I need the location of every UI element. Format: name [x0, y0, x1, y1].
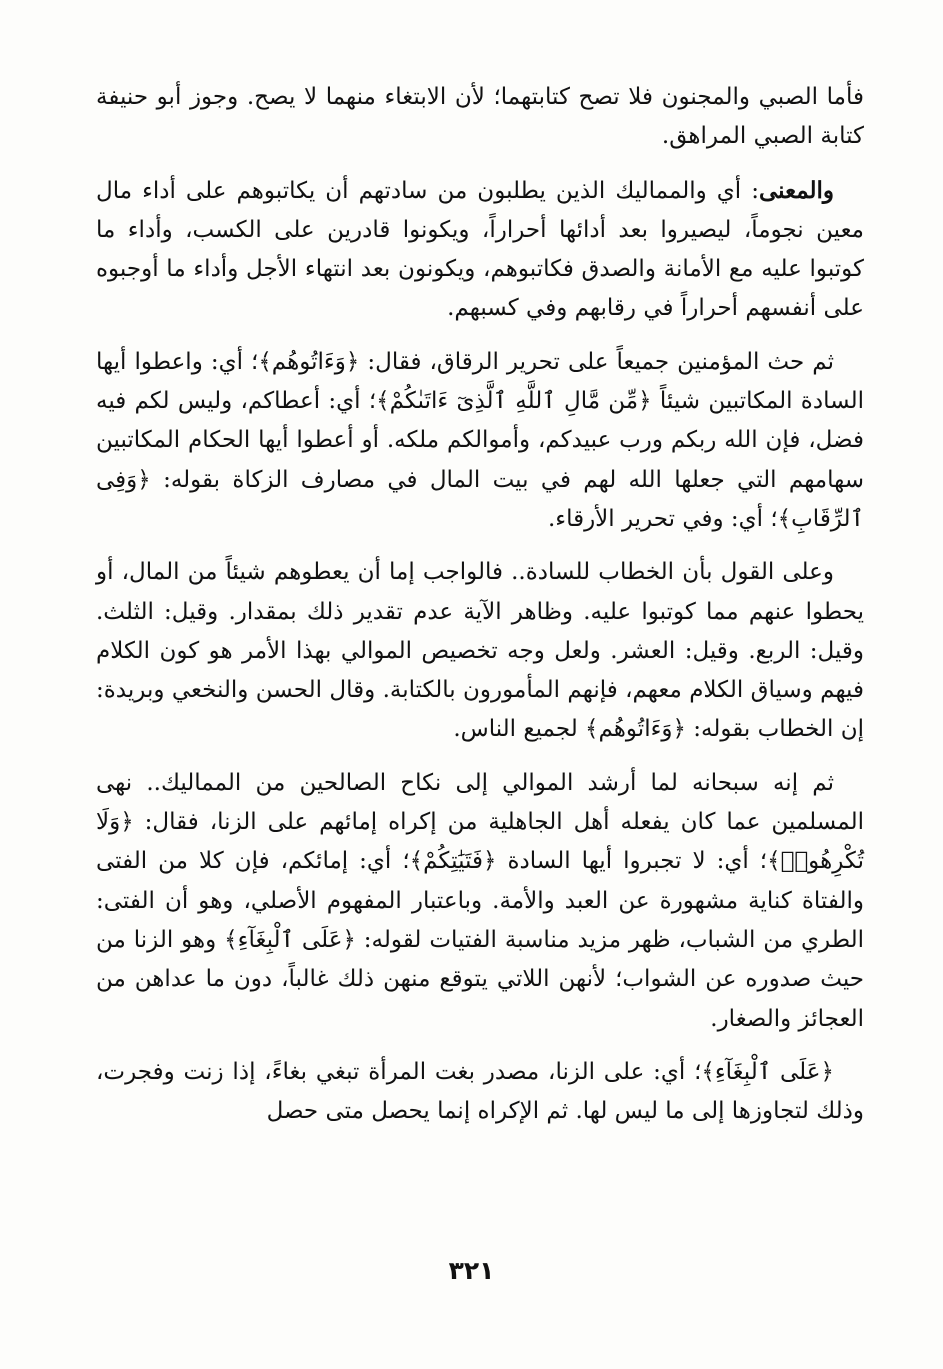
paragraph-5-text: ثم إنه سبحانه لما أرشد الموالي إلى نكاح الصالحين من المماليك.. نهى المسلمين عما كان يفعله أهل الجاهلية من إكراه إمائهم على الزنا، فقال: ﴿وَلَا تُكْرِهُوا۟﴾؛ أي: لا تجبروا أيها السادة ﴿فَتَيَٰتِكُمْ﴾؛ أي: إمائكم، فإن كلا من الفتى والفتاة كناية مشهورة عن العبد والأمة. وباعتبار المفهوم الأصلي، وهو أن الفتى: الطري من الشباب، ظهر مزيد مناسبة الفتيات لقوله: ﴿عَلَى ٱلْبِغَآءِ﴾ وهو الزنا من حيث صدوره عن الشواب؛ لأنهن اللاتي يتوقع منهن ذلك غالباً، دون ما عداهن من العجائز والصغار.: [96, 769, 864, 1032]
paragraph-1-text: فأما الصبي والمجنون فلا تصح كتابتهما؛ لأن الابتغاء منهما لا يصح. وجوز أبو حنيفة كتابة الصبي المراهق.: [96, 84, 864, 150]
paragraph-4: [96, 553, 864, 749]
paragraph-3: [96, 343, 864, 539]
paragraph-4-text: وعلى القول بأن الخطاب للسادة.. فالواجب إما أن يعطوهم شيئاً من المال، أو يحطوا عنهم مما كوتبوا عليه. وظاهر الآية عدم تقدير ذلك بمقدار. وقيل: الثلث. وقيل: الربع. وقيل: العشر. ولعل وجه تخصيص الموالي بهذا الأمر هو كون الكلام فيهم وسياق الكلام معهم، فإنهم المأمورون بالكتابة. وقال الحسن والنخعي وبريدة: إن الخطاب بقوله: ﴿وَءَاتُوهُم﴾ لجميع الناس.: [96, 559, 864, 743]
paragraph-2-term: والمعنى: [758, 176, 834, 204]
paragraph-1: [96, 78, 864, 157]
page-body-text: [96, 78, 864, 1145]
paragraph-3-text: ثم حث المؤمنين جميعاً على تحرير الرقاق، فقال: ﴿وَءَاتُوهُم﴾؛ أي: واعطوا أيها السادة المكاتبين شيئاً ﴿مِّن مَّالِ ٱللَّهِ ٱلَّذِىٓ ءَاتَىٰكُمْ﴾؛ أي: أعطاكم، وليس لكم فيه فضل، فإن الله ربكم ورب عبيدكم، وأموالكم ملكه. أو أعطوا أيها الحكام المكاتبين سهامهم التي جعلها الله لهم في بيت المال في مصارف الزكاة بقوله: ﴿وَفِى ٱلرِّقَابِ﴾؛ أي: وفي تحرير الأرقاء.: [96, 348, 864, 532]
paragraph-6: [96, 1053, 864, 1132]
paragraph-2-text: : أي والمماليك الذين يطلبون من سادتهم أن يكاتبوهم على أداء مال معين نجوماً، ليصيروا بعد أدائها أحراراً، ويكونوا قادرين على الكسب، وأداء ما كوتبوا عليه مع الأمانة والصدق فكاتبوهم، ويكونون بعد انتهاء الأجل وأداء ما أوجبوه على أنفسهم أحراراً في رقابهم وفي كسبهم.: [96, 177, 864, 322]
paragraph-2: [96, 171, 864, 329]
page-number: ٣٢١: [448, 1256, 495, 1285]
paragraph-5: [96, 764, 864, 1039]
paragraph-6-text: ﴿عَلَى ٱلْبِغَآءِ﴾؛ أي: على الزنا، مصدر بغت المرأة تبغي بغاءً، إذا زنت وفجرت، وذلك لتجاوزها إلى ما ليس لها. ثم الإكراه إنما يحصل متى حصل: [96, 1058, 864, 1125]
